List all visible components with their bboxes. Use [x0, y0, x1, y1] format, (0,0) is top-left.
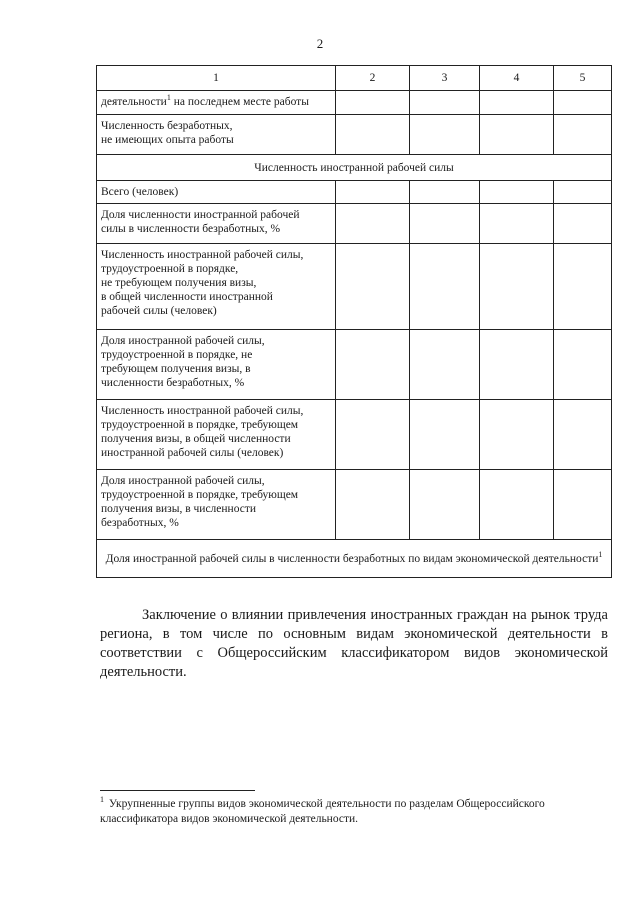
- row-label: Численность иностранной рабочей силы, трудоустроенной в порядке, не требующем получения визы, в общей численности иностранной рабочей силы (человек): [97, 244, 336, 330]
- table-cell: [410, 400, 480, 470]
- table-cell: [410, 91, 480, 115]
- table-header-row: [97, 66, 612, 91]
- section-title-bottom: [97, 540, 612, 578]
- footnote-ref: 1: [166, 93, 171, 103]
- table-cell: [554, 91, 612, 115]
- table-row: [97, 91, 612, 115]
- column-header: 4: [480, 66, 554, 91]
- section-row: [97, 540, 612, 578]
- row-label-text: деятельности: [101, 96, 167, 108]
- table-row: [97, 244, 612, 330]
- table-cell: [554, 470, 612, 540]
- row-label: Численность безработных, не имеющих опыта работы: [97, 115, 336, 155]
- conclusion-paragraph: Заключение о влиянии привлечения иностранных граждан на рынок труда региона, в том числе по основным видам экономической деятельности в соответствии с Общероссийским классификатором видов экономической деятельности.: [100, 607, 608, 680]
- table-cell: [554, 181, 612, 204]
- table-row: [97, 330, 612, 400]
- table-cell: [336, 204, 410, 244]
- table-cell: [336, 330, 410, 400]
- table-cell: [554, 204, 612, 244]
- table-cell: [410, 181, 480, 204]
- table-cell: [554, 115, 612, 155]
- table-row: [97, 115, 612, 155]
- table-cell: [480, 204, 554, 244]
- footnote-divider: [100, 790, 255, 791]
- table-cell: [554, 330, 612, 400]
- table-cell: [336, 181, 410, 204]
- table-cell: [336, 470, 410, 540]
- table-cell: [336, 400, 410, 470]
- table-cell: [410, 330, 480, 400]
- row-label: Доля иностранной рабочей силы, трудоустроенной в порядке, не требующем получения визы, в численности безработных, %: [97, 330, 336, 400]
- table-cell: [410, 244, 480, 330]
- page-number: 2: [316, 36, 324, 51]
- table-cell: [480, 400, 554, 470]
- row-label: Численность иностранной рабочей силы, трудоустроенной в порядке, требующем получения визы, в общей численности иностранной рабочей силы (человек): [97, 400, 336, 470]
- column-header: 5: [554, 66, 612, 91]
- row-label: Всего (человек): [97, 181, 336, 204]
- table-cell: [410, 204, 480, 244]
- table-cell: [554, 244, 612, 330]
- row-label: Доля численности иностранной рабочей силы в численности безработных, %: [97, 204, 336, 244]
- row-label: [97, 91, 336, 115]
- table-cell: [554, 400, 612, 470]
- section-row: [97, 155, 612, 181]
- footnote-mark: 1: [100, 795, 104, 805]
- statistics-table: [96, 65, 612, 578]
- footnote-ref: 1: [598, 549, 603, 559]
- table-cell: [480, 244, 554, 330]
- section-title-foreign: Численность иностранной рабочей силы: [97, 155, 612, 181]
- table-cell: [480, 115, 554, 155]
- table-cell: [480, 181, 554, 204]
- table-row: [97, 470, 612, 540]
- section-title-bottom-text: Доля иностранной рабочей силы в численности безработных по видам экономической деятельности: [105, 552, 599, 565]
- column-header: 1: [97, 66, 336, 91]
- table-row: [97, 400, 612, 470]
- table-cell: [480, 330, 554, 400]
- row-label-text-cont: на последнем месте работы: [170, 96, 309, 108]
- table-row: [97, 204, 612, 244]
- table-cell: [480, 470, 554, 540]
- table-cell: [410, 115, 480, 155]
- table-cell: [336, 91, 410, 115]
- table-cell: [480, 91, 554, 115]
- table-row: [97, 181, 612, 204]
- table-cell: [336, 244, 410, 330]
- table-cell: [336, 115, 410, 155]
- column-header: 2: [336, 66, 410, 91]
- footnote-text: Укрупненные группы видов экономической деятельности по разделам Общероссийского классификатора видов экономической деятельности.: [100, 798, 545, 825]
- table-cell: [410, 470, 480, 540]
- column-header: 3: [410, 66, 480, 91]
- footnote: [100, 797, 608, 827]
- row-label: Доля иностранной рабочей силы, трудоустроенной в порядке, требующем получения визы, в численности безработных, %: [97, 470, 336, 540]
